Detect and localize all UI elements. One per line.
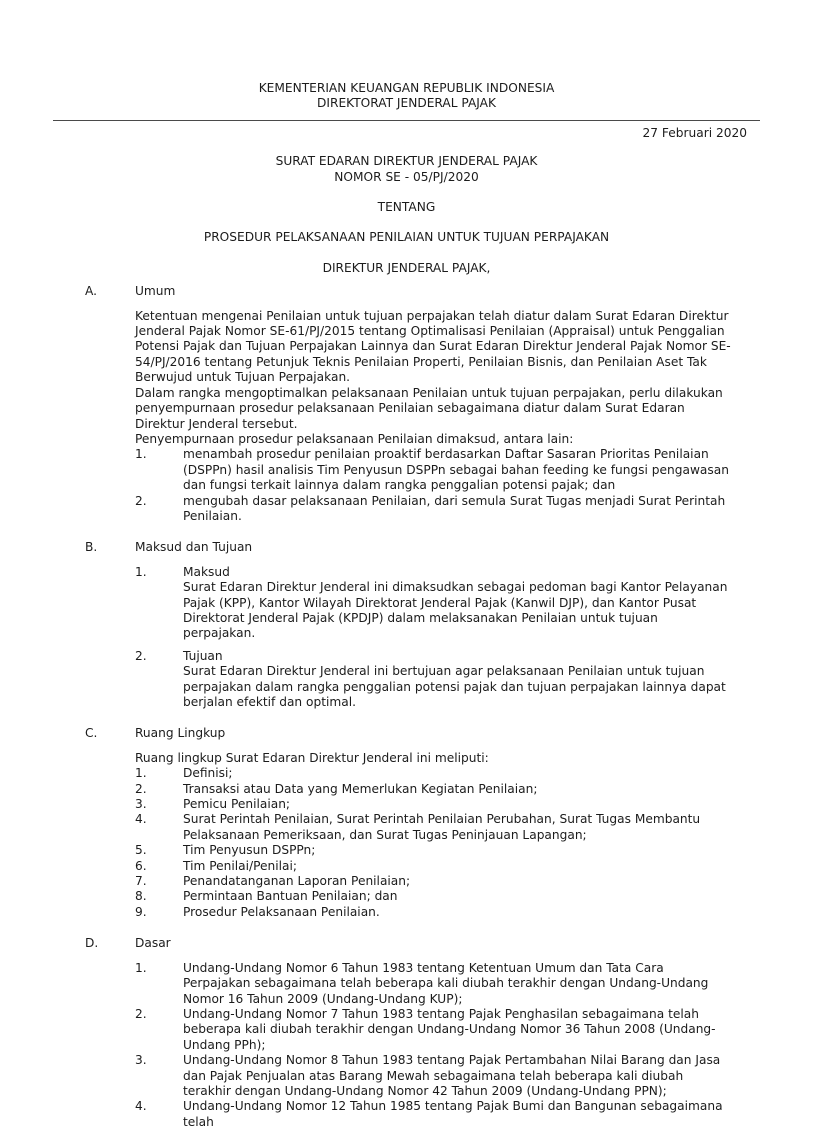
section-header bbox=[85, 284, 760, 299]
list-item-content bbox=[183, 797, 731, 812]
paragraph: Ketentuan mengenai Penilaian untuk tujuan perpajakan telah diatur dalam Surat Edaran Direktur Jenderal Pajak Nomor SE-61/PJ/2015 tentang Optimalisasi Penilaian (Appraisal) untuk Penggalian Potensi Pajak dan Tujuan Perpajakan Lainnya dan Surat Edaran Direktur Jenderal Pajak Nomor SE-54/PJ/2016 tentang Petunjuk Teknis Penilaian Properti, Penilaian Bisnis, dan Penilaian Aset Tak Berwujud untuk Tujuan Perpajakan. bbox=[135, 308, 731, 385]
list-item bbox=[135, 874, 731, 889]
list bbox=[135, 766, 731, 920]
section-body bbox=[135, 961, 760, 1130]
list-item-content bbox=[183, 859, 731, 874]
list-item bbox=[135, 649, 731, 711]
list-item bbox=[135, 1099, 731, 1130]
list-item bbox=[135, 905, 731, 920]
list-item-content bbox=[183, 889, 731, 904]
list-item bbox=[135, 797, 731, 812]
list-item bbox=[135, 565, 731, 642]
document-page bbox=[53, 0, 760, 1130]
list-item-text: Definisi; bbox=[183, 766, 233, 781]
list-item bbox=[135, 859, 731, 874]
list-item-content bbox=[183, 494, 731, 525]
list-item-content bbox=[183, 1007, 731, 1053]
document-body bbox=[53, 284, 760, 1130]
list-item-content bbox=[183, 766, 731, 781]
section-body bbox=[135, 751, 760, 920]
list-item-content bbox=[183, 1053, 731, 1099]
section-header bbox=[85, 726, 760, 741]
list-item-text: Surat Edaran Direktur Jenderal ini dimaksudkan sebagai pedoman bagi Kantor Pelayanan Pajak (KPP), Kantor Wilayah Direktorat Jenderal Pajak (Kanwil DJP), dan Kantor Pusat Direktorat Jenderal Pajak (KPDJP) dalam melaksanakan Penilaian untuk tujuan perpajakan. bbox=[183, 580, 728, 641]
list-item-text: Undang-Undang Nomor 7 Tahun 1983 tentang Pajak Penghasilan sebagaimana telah beberapa kali diubah terakhir dengan Undang-Undang Nomor 36 Tahun 2008 (Undang-Undang PPh); bbox=[183, 1006, 716, 1052]
list-item-text: menambah prosedur penilaian proaktif berdasarkan Daftar Sasaran Prioritas Penilaian (DSPPn) hasil analisis Tim Penyusun DSPPn sebagai bahan feeding ke fungsi pengawasan dan fungsi terkait lainnya dalam rangka penggalian potensi pajak; dan bbox=[183, 447, 729, 493]
title-block bbox=[53, 154, 760, 276]
list-item-content bbox=[183, 447, 731, 493]
section-letter: C. bbox=[85, 726, 98, 741]
list-item-number: 4. bbox=[135, 812, 147, 827]
section-letter: B. bbox=[85, 540, 98, 555]
section-letter: D. bbox=[85, 936, 99, 951]
list-item bbox=[135, 1007, 731, 1053]
list-item-number: 3. bbox=[135, 797, 147, 812]
section-body bbox=[135, 309, 760, 525]
salutation: DIREKTUR JENDERAL PAJAK, bbox=[322, 260, 491, 275]
list-item bbox=[135, 447, 731, 493]
list-item bbox=[135, 961, 731, 1007]
doc-title-line: SURAT EDARAN DIREKTUR JENDERAL PAJAK bbox=[275, 154, 538, 169]
list-item-content bbox=[183, 782, 731, 797]
list-item-number: 1. bbox=[135, 960, 147, 975]
list-item-number: 8. bbox=[135, 889, 147, 904]
letterhead bbox=[53, 81, 760, 112]
list-item-text: Pemicu Penilaian; bbox=[183, 797, 291, 812]
list-item-number: 2. bbox=[135, 1006, 147, 1021]
section-header bbox=[85, 936, 760, 951]
list-item-content bbox=[183, 812, 731, 843]
list-item-number: 1. bbox=[135, 447, 147, 462]
section bbox=[53, 540, 760, 710]
ministry-name: KEMENTERIAN KEUANGAN REPUBLIK INDONESIA bbox=[258, 81, 555, 95]
list-item-number: 2. bbox=[135, 781, 147, 796]
list-item-text: Tim Penilai/Penilai; bbox=[183, 858, 297, 873]
list-item-text: mengubah dasar pelaksanaan Penilaian, dari semula Surat Tugas menjadi Surat Perintah Penilaian. bbox=[183, 493, 726, 523]
section-body bbox=[135, 565, 760, 711]
list-item-content bbox=[183, 905, 731, 920]
list-item-title: Tujuan bbox=[183, 648, 223, 663]
list-item-number: 4. bbox=[135, 1099, 147, 1114]
list-item bbox=[135, 889, 731, 904]
paragraph: Dalam rangka mengoptimalkan pelaksanaan Penilaian untuk tujuan perpajakan, perlu dilakukan penyempurnaan prosedur pelaksanaan Penilaian sebagaimana diatur dalam Surat Edaran Direktur Jenderal tersebut. bbox=[135, 385, 723, 431]
doc-number-line: NOMOR SE - 05/PJ/2020 bbox=[334, 169, 479, 184]
list-item-text: Undang-Undang Nomor 12 Tahun 1985 tentang Pajak Bumi dan Bangunan sebagaimana telah bbox=[183, 1099, 723, 1129]
list-item-number: 7. bbox=[135, 874, 147, 889]
section-title: Ruang Lingkup bbox=[135, 726, 226, 741]
paragraph: Ruang lingkup Surat Edaran Direktur Jenderal ini meliputi: bbox=[135, 750, 489, 765]
doc-subject: PROSEDUR PELAKSANAAN PENILAIAN UNTUK TUJUAN PERPAJAKAN bbox=[203, 230, 610, 245]
list-item-number: 1. bbox=[135, 564, 147, 579]
header-divider bbox=[53, 120, 760, 121]
list-item-number: 2. bbox=[135, 493, 147, 508]
list-item-number: 9. bbox=[135, 904, 147, 919]
list-item-text: Surat Perintah Penilaian, Surat Perintah Penilaian Perubahan, Surat Tugas Membantu Pelaksanaan Pemeriksaan, dan Surat Tugas Peninjauan Lapangan; bbox=[183, 812, 701, 842]
section bbox=[53, 284, 760, 524]
list-item-content bbox=[183, 843, 731, 858]
directorate-name: DIREKTORAT JENDERAL PAJAK bbox=[317, 96, 496, 111]
list-item-number: 2. bbox=[135, 648, 147, 663]
section-title: Umum bbox=[135, 284, 176, 299]
letter-date: 27 Februari 2020 bbox=[642, 125, 747, 140]
list-item bbox=[135, 782, 731, 797]
list-item-text: Permintaan Bantuan Penilaian; dan bbox=[183, 889, 398, 904]
list-item bbox=[135, 843, 731, 858]
list-item-number: 5. bbox=[135, 843, 147, 858]
list-item-text: Penandatanganan Laporan Penilaian; bbox=[183, 874, 411, 889]
list-item bbox=[135, 766, 731, 781]
list-item bbox=[135, 1053, 731, 1099]
section-title: Maksud dan Tujuan bbox=[135, 540, 253, 555]
list-item-text: Undang-Undang Nomor 6 Tahun 1983 tentang Ketentuan Umum dan Tata Cara Perpajakan sebagaimana telah beberapa kali diubah terakhir dengan Undang-Undang Nomor 16 Tahun 2009 (Undang-Undang KUP); bbox=[183, 960, 709, 1006]
list-item-number: 3. bbox=[135, 1053, 147, 1068]
list-item-text: Surat Edaran Direktur Jenderal ini bertujuan agar pelaksanaan Penilaian untuk tujuan perpajakan dalam rangka penggalian potensi pajak dan tujuan perpajakan lainnya dapat berjalan efektif dan optimal. bbox=[183, 664, 726, 709]
section-letter: A. bbox=[85, 284, 97, 299]
list-item-text: Transaksi atau Data yang Memerlukan Kegiatan Penilaian; bbox=[183, 781, 538, 796]
list bbox=[135, 565, 731, 711]
list-item-number: 6. bbox=[135, 858, 147, 873]
paragraph: Penyempurnaan prosedur pelaksanaan Penilaian dimaksud, antara lain: bbox=[135, 431, 574, 446]
section-title: Dasar bbox=[135, 936, 171, 951]
list-item-content bbox=[183, 961, 731, 1007]
list-item-number: 1. bbox=[135, 766, 147, 781]
list bbox=[135, 961, 731, 1130]
list-item-title: Maksud bbox=[183, 564, 230, 579]
section bbox=[53, 726, 760, 920]
list-item-content bbox=[183, 1099, 731, 1130]
list-item bbox=[135, 494, 731, 525]
list-item-content bbox=[183, 874, 731, 889]
list-item bbox=[135, 812, 731, 843]
list-item-text: Prosedur Pelaksanaan Penilaian. bbox=[183, 904, 380, 919]
list-item-text: Tim Penyusun DSPPn; bbox=[183, 843, 316, 858]
section bbox=[53, 936, 760, 1130]
tentang-label: TENTANG bbox=[377, 200, 436, 215]
list-item-content bbox=[183, 565, 731, 642]
section-header bbox=[85, 540, 760, 555]
list bbox=[135, 447, 731, 524]
list-item-content bbox=[183, 649, 731, 711]
list-item-text: Undang-Undang Nomor 8 Tahun 1983 tentang Pajak Pertambahan Nilai Barang dan Jasa dan Pajak Penjualan atas Barang Mewah sebagaimana telah beberapa kali diubah terakhir dengan Undang-Undang Nomor 42 Tahun 2009 (Undang-Undang PPN); bbox=[183, 1053, 721, 1098]
